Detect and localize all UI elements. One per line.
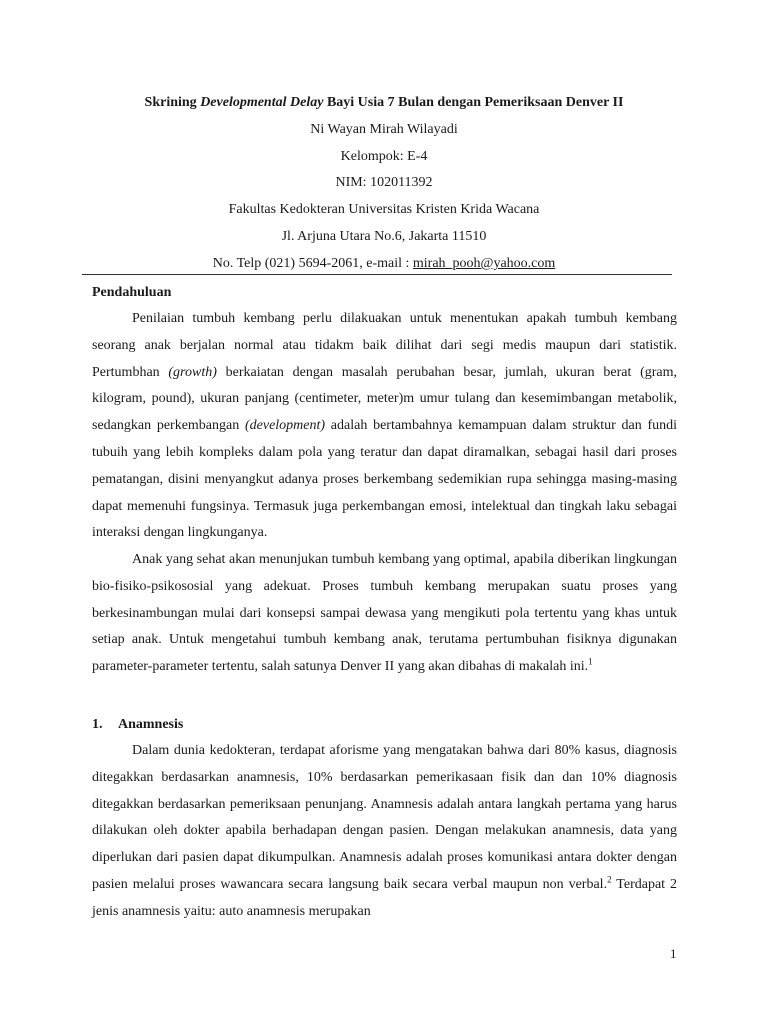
- p1-text-c: adalah bertambahnya kemampuan dalam struktur dan fundi tubuih yang lebih kompleks dalam pola yang teratur dan dapat diramalkan, sebagai hasil dari proses pematangan, disini menyangkut adanya proses berkembang sedemikian rupa sehingga masing-masing dapat memenuhi fungsinya. Termasuk juga perkembangan emosi, intelektual dan tingkah laku sebagai interaksi dengan lingkunganya.: [92, 418, 678, 541]
- paragraph-3: [92, 738, 677, 926]
- paper-title: [60, 94, 708, 112]
- student-id: NIM: 102011392: [335, 175, 433, 190]
- group-info: Kelompok: E-4: [340, 149, 428, 164]
- section-title: Anamnesis: [118, 717, 184, 732]
- p3-text-a: Dalam dunia kedokteran, terdapat aforisme yang mengatakan bahwa dari 80% kasus, diagnosis ditegakkan berdasarkan anamnesis, 10% berdasarkan pemerikasaan fisik dan dan 10% diagnosis ditegakkan berdasarkan pemeriksaan penunjang. Anamnesis adalah antara langkah pertama yang harus dilakukan oleh dokter apabila berhadapan dengan pasien. Dengan melakukan anamnesis, data yang diperlukan dari pasien dapat dikumpulkan. Anamnesis adalah proses komunikasi antara dokter dengan pasien melalui proses wawancara secara langsung baik secara verbal maupun non verbal.: [92, 743, 677, 892]
- p1-text-a: Penilaian tumbuh kembang perlu dilakuakan untuk menentukan apakah tumbuh kembang seorang anak berjalan normal atau tidakm baik dilihat dari segi medis maupun dari statistik. Pertumbhan: [92, 311, 677, 380]
- p2-footnote-ref: 1: [588, 656, 593, 667]
- p1-development-term: (development): [244, 418, 326, 434]
- faculty-name: Fakultas Kedokteran Universitas Kristen Krida Wacana: [228, 202, 540, 217]
- contact-line: [60, 255, 708, 273]
- title-part-1: Skrining: [144, 95, 201, 110]
- section-heading-anamnesis: [92, 716, 183, 734]
- address: Jl. Arjuna Utara No.6, Jakarta 11510: [281, 229, 487, 244]
- p2-text: Anak yang sehat akan menunjukan tumbuh kembang yang optimal, apabila diberikan lingkungan bio-fisiko-psikososial yang adekuat. Proses tumbuh kembang merupakan suatu proses yang berkesinambungan mulai dari konsepsi sampai dewasa yang mengikuti pola tertentu yang khas untuk setiap anak. Untuk mengetahui tumbuh kembang anak, terutama pertumbuhan fisiknya digunakan parameter-parameter tertentu, salah satunya Denver II yang akan dibahas di makalah ini.: [92, 552, 677, 675]
- paragraph-1: [92, 306, 677, 547]
- paragraph-2: [92, 547, 677, 681]
- title-part-2: Bayi Usia 7 Bulan dengan Pemeriksaan Denver II: [323, 95, 624, 110]
- p1-text-b: berkaiatan dengan masalah perubahan besar, jumlah, ukuran berat (gram, kilogram, pound), ukuran panjang (centimeter, meter)m umur tulang dan kesemimbangan metabolik, sedangkan perkembangan: [92, 364, 677, 434]
- contact-prefix: No. Telp (021) 5694-2061, e-mail :: [212, 256, 413, 271]
- page-number: 1: [670, 946, 677, 961]
- email-link[interactable]: mirah_pooh@yahoo.com: [412, 256, 556, 271]
- author-name: Ni Wayan Mirah Wilayadi: [310, 122, 458, 137]
- section-heading-pendahuluan: Pendahuluan: [92, 285, 172, 300]
- p3-text-b: Terdapat 2 jenis anamnesis yaitu: auto anamnesis merupakan: [92, 876, 677, 919]
- header-divider: [82, 274, 672, 275]
- p3-footnote-ref: 2: [607, 874, 612, 885]
- title-italic: Developmental Delay: [200, 95, 324, 110]
- section-number: 1.: [92, 717, 103, 732]
- p1-growth-term: (growth): [168, 364, 217, 380]
